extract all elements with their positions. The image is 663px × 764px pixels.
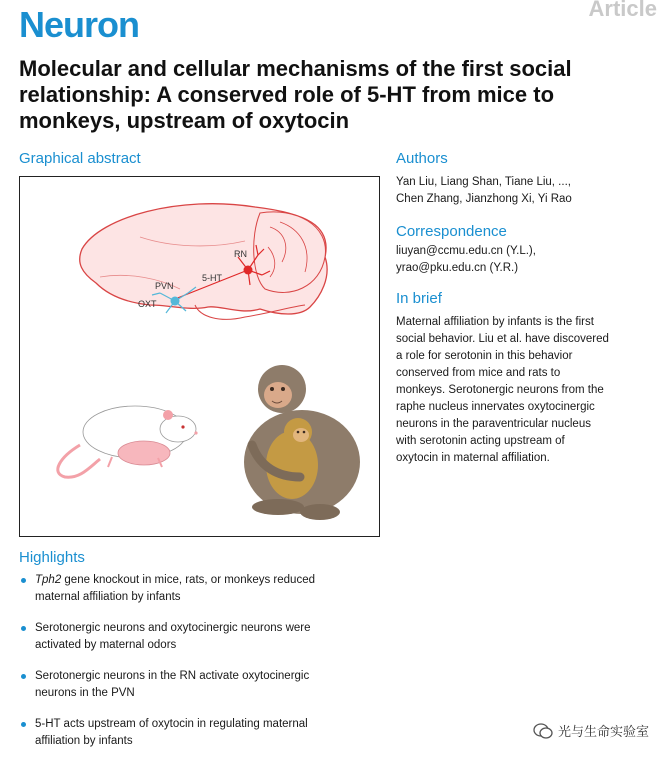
in-brief-heading: In brief: [396, 290, 442, 307]
in-brief-line: monkeys. Serotonergic neurons from the: [396, 384, 604, 396]
bullet-icon: [21, 626, 26, 631]
graphical-abstract-figure: [19, 176, 380, 537]
authors-heading: Authors: [396, 150, 448, 167]
rn-label: RN: [234, 249, 247, 259]
brain-sagittal-illustration: [80, 204, 327, 320]
highlight-item: Serotonergic neurons in the RN activate oxytocinergic neurons in the PVN: [19, 668, 369, 702]
5ht-label: 5-HT: [202, 273, 222, 283]
highlight-item: Serotonergic neurons and oxytocinergic neurons were activated by maternal odors: [19, 620, 369, 654]
journal-name: Neuron: [19, 4, 139, 45]
monkey-with-infant-illustration: [244, 365, 360, 520]
in-brief-line: conserved from mice and rats to: [396, 367, 561, 379]
correspondence-heading: Correspondence: [396, 223, 507, 240]
watermark: [533, 721, 649, 740]
in-brief-line: a role for serotonin in this behavior: [396, 350, 573, 362]
highlights-list: [19, 572, 369, 764]
in-brief-line: neurons in the paraventricular nucleus: [396, 418, 591, 430]
correspondence-email-2[interactable]: yrao@pku.edu.cn (Y.R.): [396, 262, 519, 274]
in-brief-line: raphe nucleus innervates oxytocinergic: [396, 401, 595, 413]
in-brief-line: with serotonin acting upstream of: [396, 435, 565, 447]
in-brief-line: Maternal affiliation by infants is the first: [396, 316, 594, 328]
bullet-icon: [21, 722, 26, 727]
highlight-item: 5-HT acts upstream of oxytocin in regulating maternal affiliation by infants: [19, 716, 369, 750]
authors-line-1: Yan Liu, Liang Shan, Tiane Liu, ...,: [396, 176, 571, 188]
pvn-label: PVN: [155, 281, 174, 291]
wechat-icon: [533, 722, 553, 740]
graphical-abstract-heading: Graphical abstract: [19, 150, 141, 167]
bullet-icon: [21, 674, 26, 679]
correspondence-email-1[interactable]: liuyan@ccmu.edu.cn (Y.L.),: [396, 245, 536, 257]
rat-with-pup-illustration: [58, 406, 198, 477]
authors-line-2: Chen Zhang, Jianzhong Xi, Yi Rao: [396, 193, 572, 205]
highlight-item: Tph2 gene knockout in mice, rats, or monkeys reduced maternal affiliation by infants: [19, 572, 369, 606]
in-brief-line: oxytocin in maternal affiliation.: [396, 452, 550, 464]
graphical-abstract-illustration: [20, 177, 381, 538]
highlights-heading: Highlights: [19, 549, 85, 566]
in-brief-line: social behavior. Liu et al. have discovered: [396, 333, 609, 345]
article-type-label: Article: [588, 0, 657, 21]
oxt-label: OXT: [138, 299, 157, 309]
paper-title: Molecular and cellular mechanisms of the first social relationship: A conserved role of 5-HT from mice to monkeys, upstream of oxytocin: [19, 56, 572, 133]
watermark-text: 光与生命实验室: [557, 724, 649, 739]
bullet-icon: [21, 578, 26, 583]
